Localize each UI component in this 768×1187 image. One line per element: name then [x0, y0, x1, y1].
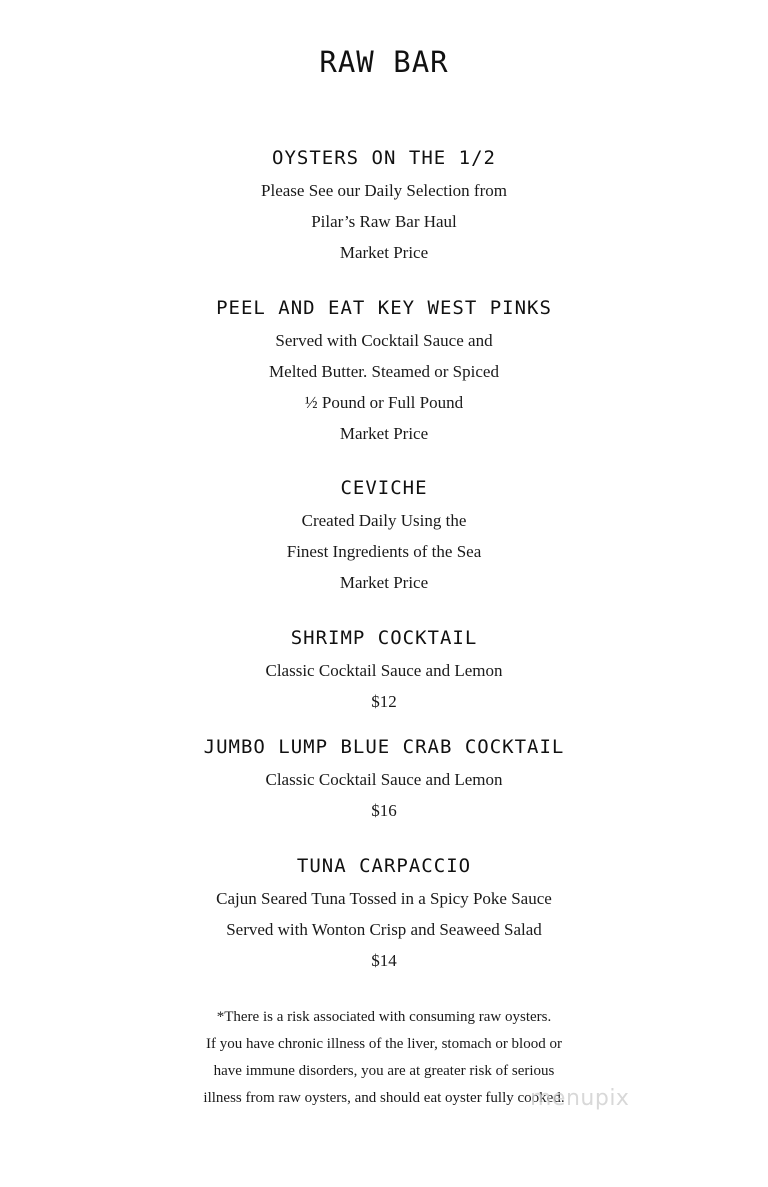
item-description: Served with Wonton Crisp and Seaweed Salad — [226, 920, 542, 939]
item-name: CEVICHE — [340, 477, 428, 499]
disclaimer-line: illness from raw oysters, and should eat oyster fully cooked. — [203, 1090, 565, 1106]
item-description: Finest Ingredients of the Sea — [286, 542, 482, 561]
item-price: $16 — [371, 801, 397, 820]
item-name: JUMBO LUMP BLUE CRAB COCKTAIL — [203, 736, 565, 758]
item-description: Created Daily Using the — [301, 511, 467, 530]
item-name: SHRIMP COCKTAIL — [290, 627, 478, 649]
item-price: $12 — [371, 692, 397, 711]
menu-item-key-west-pinks — [0, 291, 768, 449]
item-description: ½ Pound or Full Pound — [304, 393, 464, 412]
item-name: OYSTERS ON THE 1/2 — [272, 147, 496, 169]
item-price: Market Price — [339, 573, 429, 592]
item-description: Classic Cocktail Sauce and Lemon — [265, 661, 503, 680]
item-description: Pilar’s Raw Bar Haul — [311, 212, 457, 231]
item-description: Cajun Seared Tuna Tossed in a Spicy Poke Sauce — [216, 889, 552, 908]
menu-item-oysters — [0, 141, 768, 268]
item-description: Melted Butter. Steamed or Spiced — [269, 362, 499, 381]
disclaimer-line: have immune disorders, you are at greater risk of serious — [213, 1063, 555, 1079]
menu-item-crab-cocktail — [0, 730, 768, 826]
menu-item-shrimp-cocktail — [0, 621, 768, 717]
page-title: RAW BAR — [319, 45, 449, 79]
item-name: PEEL AND EAT KEY WEST PINKS — [216, 297, 552, 319]
raw-oyster-disclaimer — [0, 1004, 768, 1112]
item-description: Served with Cocktail Sauce and — [275, 331, 493, 350]
menu-item-tuna-carpaccio — [0, 849, 768, 976]
disclaimer-line: *There is a risk associated with consuming raw oysters. — [216, 1009, 552, 1025]
menu-item-ceviche — [0, 471, 768, 598]
item-price: $14 — [371, 951, 397, 970]
item-description: Please See our Daily Selection from — [261, 181, 507, 200]
item-description: Classic Cocktail Sauce and Lemon — [265, 770, 503, 789]
watermark-logo: menupix — [530, 1086, 630, 1111]
item-price: Market Price — [339, 424, 429, 443]
item-name: TUNA CARPACCIO — [296, 855, 472, 877]
item-price: Market Price — [339, 243, 429, 262]
disclaimer-line: If you have chronic illness of the liver, stomach or blood or — [206, 1036, 562, 1052]
